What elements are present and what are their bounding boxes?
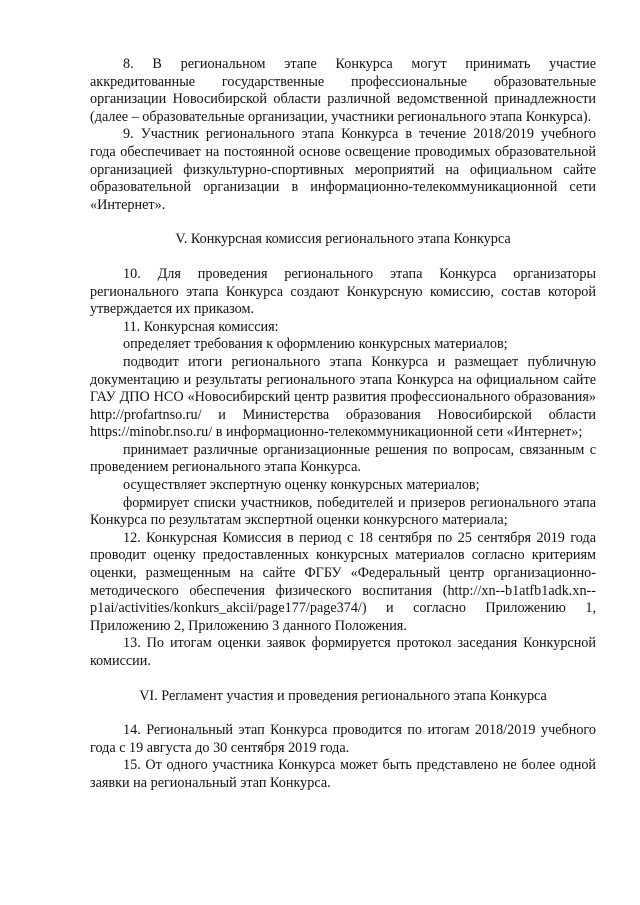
paragraph-11-item-4: осуществляет экспертную оценку конкурсных материалов; [123, 477, 480, 494]
paragraph-11-item-3: принимает различные организационные решения по вопросам, связанным с проведением регионального этапа Конкурса. [90, 441, 596, 476]
paragraph-11-item-2: подводит итоги регионального этапа Конкурса и размещает публичную документацию и результаты регионального этапа Конкурса на официальном сайте ГАУ ДПО НСО «Новосибирский центр развития профессионального образования» http://profartnso.ru/ и Министерства образования Новосибирской области https://minobr.nso.ru/ в информационно-телекоммуникационной сети «Интернет»; [90, 353, 596, 441]
spacer [90, 705, 596, 722]
spacer [90, 671, 596, 688]
paragraph-11-item-1: определяет требования к оформлению конкурсных материалов; [123, 336, 508, 353]
paragraph-14: 14. Региональный этап Конкурса проводится по итогам 2018/2019 учебного года с 19 августа до 30 сентября 2019 года. [90, 722, 596, 756]
section-heading-v: V. Конкурсная комиссия регионального этапа Конкурса [175, 231, 511, 248]
document-page [90, 56, 596, 793]
paragraph-11-item-5: формирует списки участников, победителей и призеров регионального этапа Конкурса по результатам экспертной оценки конкурсного материала; [90, 494, 596, 529]
paragraph-12: 12. Конкурсная Комиссия в период с 18 сентября по 25 сентября 2019 года проводит оценку предоставленных конкурсных материалов согласно критериям оценки, размещенным на сайте ФГБУ «Федеральный центр организационно-методического обеспечения физического воспитания (http://xn--b1atfb1adk.xn--p1ai/activities/konkurs_akcii/page177/page374/) и согласно Приложению 1, Приложению 2, Приложению 3 данного Положения. [90, 529, 596, 634]
paragraph-8: 8. В региональном этапе Конкурса могут принимать участие аккредитованные государственные профессиональные образовательные организации Новосибирской области различной ведомственной принадлежности (далее – образовательные организации, участники регионального этапа Конкурса). [90, 56, 596, 125]
spacer [90, 249, 596, 266]
paragraph-11: 11. Конкурсная комиссия: [123, 318, 279, 335]
paragraph-9: 9. Участник регионального этапа Конкурса в течение 2018/2019 учебного года обеспечивает на постоянной основе освещение проводимых образовательной организацией физкультурно-спортивных мероприятий на официальном сайте образовательной организации в информационно-телекоммуникационной сети «Интернет». [90, 126, 596, 213]
paragraph-13: 13. По итогам оценки заявок формируется протокол заседания Конкурсной комиссии. [90, 635, 596, 669]
paragraph-10: 10. Для проведения регионального этапа Конкурса организаторы регионального этапа Конкурса создают Конкурсную комиссию, состав которой утверждается их приказом. [90, 265, 596, 318]
section-heading-vi: VI. Регламент участия и проведения регионального этапа Конкурса [139, 687, 547, 704]
spacer [90, 214, 596, 231]
paragraph-15: 15. От одного участника Конкурса может быть представлено не более одной заявки на региональный этап Конкурса. [90, 757, 596, 791]
